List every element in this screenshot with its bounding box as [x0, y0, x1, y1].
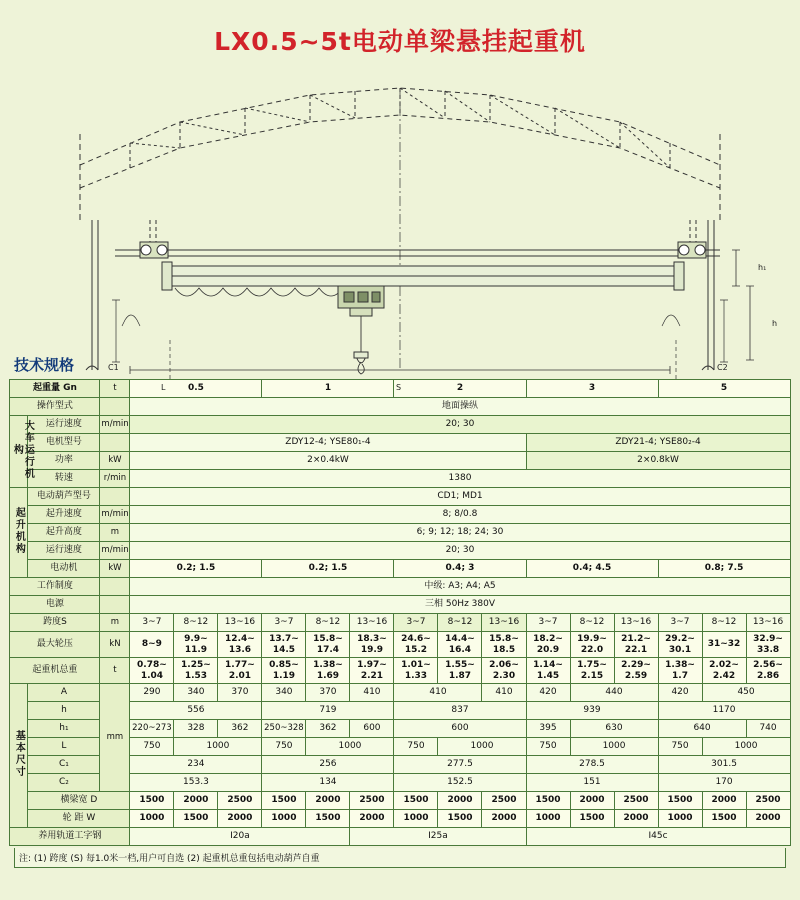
table-note: 注: (1) 跨度 (S) 每1.0米一档,用户可自选 (2) 起重机总重包括电动葫芦自重 — [14, 848, 786, 868]
span-14: 13~16 — [746, 614, 790, 632]
total-weight-9: 1.14~ 1.45 — [526, 658, 570, 684]
table-row — [10, 810, 790, 828]
dim-C2-2: 152.5 — [394, 774, 526, 792]
unit-hoist-model — [100, 488, 130, 506]
table-row — [10, 632, 790, 658]
total-weight-3: 0.85~ 1.19 — [262, 658, 306, 684]
value-duty: 中级: A3; A4; A5 — [130, 578, 790, 596]
total-weight-6: 1.01~ 1.33 — [394, 658, 438, 684]
value-motor-model-right: ZDY21-4; YSE80₂-4 — [526, 434, 790, 452]
total-weight-8: 2.06~ 2.30 — [482, 658, 526, 684]
unit-travel-speed: m/min — [100, 416, 130, 434]
dim-h1-10: 740 — [746, 720, 790, 738]
beam-width-12: 1500 — [658, 792, 702, 810]
label-travel-speed: 运行速度 — [28, 416, 100, 434]
dim-h1-1: 328 — [174, 720, 218, 738]
dim-C1-4: 301.5 — [658, 756, 790, 774]
total-weight-2: 1.77~ 2.01 — [218, 658, 262, 684]
dim-h1-4: 362 — [306, 720, 350, 738]
label-dim-C2: C₂ — [28, 774, 100, 792]
wheel-load-12: 29.2~ 30.1 — [658, 632, 702, 658]
span-9: 3~7 — [526, 614, 570, 632]
span-2: 13~16 — [218, 614, 262, 632]
wheel-base-3: 1000 — [262, 810, 306, 828]
wheel-base-5: 2000 — [350, 810, 394, 828]
beam-width-8: 2500 — [482, 792, 526, 810]
total-weight-0: 0.78~ 1.04 — [130, 658, 174, 684]
dim-A-4: 370 — [306, 684, 350, 702]
table-row — [10, 398, 790, 416]
wheel-base-10: 1500 — [570, 810, 614, 828]
label-dim-A: A — [28, 684, 100, 702]
beam-width-9: 1500 — [526, 792, 570, 810]
label-dim-L: L — [28, 738, 100, 756]
value-operation-type: 地面操纵 — [130, 398, 790, 416]
wheel-load-13: 31~32 — [702, 632, 746, 658]
beam-width-3: 1500 — [262, 792, 306, 810]
unit-motor-model — [100, 434, 130, 452]
label-wheel-base: 轮 距 W — [28, 810, 130, 828]
label-operation-type: 操作型式 — [10, 398, 100, 416]
wheel-base-1: 1500 — [174, 810, 218, 828]
wheel-load-4: 15.8~ 17.4 — [306, 632, 350, 658]
total-weight-7: 1.55~ 1.87 — [438, 658, 482, 684]
unit-duty — [100, 578, 130, 596]
wheel-load-8: 15.8~ 18.5 — [482, 632, 526, 658]
value-hoist-run-speed: 20; 30 — [130, 542, 790, 560]
dim-L-7: 1000 — [570, 738, 658, 756]
span-10: 8~12 — [570, 614, 614, 632]
dim-h1-3: 250~328 — [262, 720, 306, 738]
total-weight-5: 1.97~ 2.21 — [350, 658, 394, 684]
specification-table — [9, 379, 790, 846]
total-weight-12: 1.38~ 1.7 — [658, 658, 702, 684]
group-hoist-mechanism: 起升机构 — [10, 488, 28, 578]
unit-span: m — [100, 614, 130, 632]
dim-h1-0: 220~273 — [130, 720, 174, 738]
unit-total-weight: t — [100, 658, 130, 684]
beam-width-1: 2000 — [174, 792, 218, 810]
dim-L-0: 750 — [130, 738, 174, 756]
beam-width-0: 1500 — [130, 792, 174, 810]
wheel-base-14: 2000 — [746, 810, 790, 828]
wheel-load-7: 14.4~ 16.4 — [438, 632, 482, 658]
wheel-base-8: 2000 — [482, 810, 526, 828]
group-basic-dimensions: 基本尺寸 — [10, 684, 28, 828]
dim-h-1: 719 — [262, 702, 394, 720]
value-lift-speed: 8; 8/0.8 — [130, 506, 790, 524]
wheel-base-2: 2000 — [218, 810, 262, 828]
capacity-1: 1 — [262, 380, 394, 398]
unit-lift-height: m — [100, 524, 130, 542]
dim-C1-3: 278.5 — [526, 756, 658, 774]
capacity-0-5: 0.5 — [130, 380, 262, 398]
table-row — [10, 658, 790, 684]
rail-type-1: I25a — [350, 828, 526, 846]
wheel-load-6: 24.6~ 15.2 — [394, 632, 438, 658]
value-power-left: 2×0.4kW — [130, 452, 526, 470]
unit-hoist-run-speed: m/min — [100, 542, 130, 560]
value-power-supply: 三相 50Hz 380V — [130, 596, 790, 614]
dim-h1-8: 630 — [570, 720, 658, 738]
dim-C2-4: 170 — [658, 774, 790, 792]
hoist-motor-1: 0.2; 1.5 — [262, 560, 394, 578]
dim-L-8: 750 — [658, 738, 702, 756]
label-hoist-motor: 电动机 — [28, 560, 100, 578]
label-span: 跨度S — [10, 614, 100, 632]
dim-h-2: 837 — [394, 702, 526, 720]
wheel-base-7: 1500 — [438, 810, 482, 828]
beam-width-7: 2000 — [438, 792, 482, 810]
page-title: LX0.5~5t电动单梁悬挂起重机 — [214, 27, 586, 56]
label-capacity: 起重量 Gn — [10, 380, 100, 398]
label-power: 功率 — [28, 452, 100, 470]
dim-h1-2: 362 — [218, 720, 262, 738]
hoist-motor-2: 0.4; 3 — [394, 560, 526, 578]
wheel-base-13: 1500 — [702, 810, 746, 828]
hoist-motor-3: 0.4; 4.5 — [526, 560, 658, 578]
beam-width-5: 2500 — [350, 792, 394, 810]
capacity-2: 2 — [394, 380, 526, 398]
dim-label-L: L — [161, 383, 166, 392]
table-row — [10, 596, 790, 614]
beam-width-2: 2500 — [218, 792, 262, 810]
dim-h-4: 1170 — [658, 702, 790, 720]
value-power-right: 2×0.8kW — [526, 452, 790, 470]
total-weight-14: 2.56~ 2.86 — [746, 658, 790, 684]
dim-L-6: 750 — [526, 738, 570, 756]
label-total-weight: 起重机总重 — [10, 658, 100, 684]
dim-A-5: 410 — [350, 684, 394, 702]
span-7: 8~12 — [438, 614, 482, 632]
span-13: 8~12 — [702, 614, 746, 632]
dim-A-7: 410 — [482, 684, 526, 702]
unit-rpm: r/min — [100, 470, 130, 488]
dim-C1-1: 256 — [262, 756, 394, 774]
label-lift-height: 起升高度 — [28, 524, 100, 542]
dim-A-9: 440 — [570, 684, 658, 702]
dim-A-11: 450 — [702, 684, 790, 702]
wheel-load-14: 32.9~ 33.8 — [746, 632, 790, 658]
table-row — [10, 524, 790, 542]
dim-A-0: 290 — [130, 684, 174, 702]
dim-h1-6: 600 — [394, 720, 526, 738]
label-hoist-run-speed: 运行速度 — [28, 542, 100, 560]
table-row — [10, 560, 790, 578]
label-dim-C1: C₁ — [28, 756, 100, 774]
span-0: 3~7 — [130, 614, 174, 632]
beam-width-6: 1500 — [394, 792, 438, 810]
value-lift-height: 6; 9; 12; 18; 24; 30 — [130, 524, 790, 542]
dim-A-8: 420 — [526, 684, 570, 702]
value-travel-speed: 20; 30 — [130, 416, 790, 434]
label-rail-type: 养用轨道工字钢 — [10, 828, 130, 846]
spec-heading: 技术规格 — [14, 356, 75, 374]
label-lift-speed: 起升速度 — [28, 506, 100, 524]
wheel-load-1: 9.9~ 11.9 — [174, 632, 218, 658]
capacity-5: 5 — [658, 380, 790, 398]
table-row — [10, 578, 790, 596]
wheel-load-10: 19.9~ 22.0 — [570, 632, 614, 658]
total-weight-11: 2.29~ 2.59 — [614, 658, 658, 684]
unit-capacity: t — [100, 380, 130, 398]
table-row — [10, 542, 790, 560]
table-row — [10, 614, 790, 632]
table-row — [10, 684, 790, 702]
wheel-load-5: 18.3~ 19.9 — [350, 632, 394, 658]
span-6: 3~7 — [394, 614, 438, 632]
label-hoist-model: 电动葫芦型号 — [28, 488, 100, 506]
wheel-load-3: 13.7~ 14.5 — [262, 632, 306, 658]
value-hoist-model: CD1; MD1 — [130, 488, 790, 506]
wheel-base-9: 1000 — [526, 810, 570, 828]
rail-type-2: I45c — [526, 828, 790, 846]
dim-A-2: 370 — [218, 684, 262, 702]
unit-hoist-motor: kW — [100, 560, 130, 578]
unit-power: kW — [100, 452, 130, 470]
wheel-load-9: 18.2~ 20.9 — [526, 632, 570, 658]
beam-width-10: 2000 — [570, 792, 614, 810]
dim-label-C2: C2 — [717, 363, 728, 372]
label-dim-h1: h₁ — [28, 720, 100, 738]
dim-L-3: 1000 — [306, 738, 394, 756]
label-dim-h: h — [28, 702, 100, 720]
wheel-base-0: 1000 — [130, 810, 174, 828]
beam-width-14: 2500 — [746, 792, 790, 810]
dim-A-6: 410 — [394, 684, 482, 702]
span-12: 3~7 — [658, 614, 702, 632]
total-weight-4: 1.38~ 1.69 — [306, 658, 350, 684]
dim-C2-3: 151 — [526, 774, 658, 792]
span-8: 13~16 — [482, 614, 526, 632]
dim-A-3: 340 — [262, 684, 306, 702]
label-power-supply: 电源 — [10, 596, 100, 614]
table-row — [10, 416, 790, 434]
dim-h1-9: 640 — [658, 720, 746, 738]
span-5: 13~16 — [350, 614, 394, 632]
rail-type-0: I20a — [130, 828, 350, 846]
dim-L-9: 1000 — [702, 738, 790, 756]
table-row — [10, 792, 790, 810]
wheel-base-12: 1000 — [658, 810, 702, 828]
label-duty: 工作制度 — [10, 578, 100, 596]
total-weight-13: 2.02~ 2.42 — [702, 658, 746, 684]
dim-L-2: 750 — [262, 738, 306, 756]
table-row — [10, 828, 790, 846]
dim-label-C1: C1 — [108, 363, 119, 372]
unit-wheel-load: kN — [100, 632, 130, 658]
wheel-load-11: 21.2~ 22.1 — [614, 632, 658, 658]
dim-C2-1: 134 — [262, 774, 394, 792]
wheel-load-0: 8~9 — [130, 632, 174, 658]
dim-label-h1: h₁ — [758, 263, 767, 272]
dim-h1-5: 600 — [350, 720, 394, 738]
hoist-motor-5: 0.8; 7.5 — [658, 560, 790, 578]
dim-L-1: 1000 — [174, 738, 262, 756]
dim-h1-7: 395 — [526, 720, 570, 738]
dim-A-10: 420 — [658, 684, 702, 702]
label-motor-model: 电机型号 — [28, 434, 100, 452]
span-3: 3~7 — [262, 614, 306, 632]
dim-L-5: 1000 — [438, 738, 526, 756]
total-weight-1: 1.25~ 1.53 — [174, 658, 218, 684]
dim-A-1: 340 — [174, 684, 218, 702]
total-weight-10: 1.75~ 2.15 — [570, 658, 614, 684]
label-rpm: 转速 — [28, 470, 100, 488]
unit-power-supply — [100, 596, 130, 614]
hoist-motor-0-5: 0.2; 1.5 — [130, 560, 262, 578]
unit-dimensions: mm — [100, 684, 130, 792]
dim-label-h: h — [772, 319, 778, 328]
dim-C2-0: 153.3 — [130, 774, 262, 792]
dim-h-0: 556 — [130, 702, 262, 720]
beam-width-4: 2000 — [306, 792, 350, 810]
dim-L-4: 750 — [394, 738, 438, 756]
dim-label-S: S — [396, 383, 402, 392]
wheel-base-6: 1000 — [394, 810, 438, 828]
span-11: 13~16 — [614, 614, 658, 632]
unit-lift-speed: m/min — [100, 506, 130, 524]
label-wheel-load: 最大轮压 — [10, 632, 100, 658]
beam-width-13: 2000 — [702, 792, 746, 810]
dim-C1-2: 277.5 — [394, 756, 526, 774]
table-row — [10, 506, 790, 524]
span-1: 8~12 — [174, 614, 218, 632]
label-beam-width: 横梁宽 D — [28, 792, 130, 810]
beam-width-11: 2500 — [614, 792, 658, 810]
wheel-base-4: 1500 — [306, 810, 350, 828]
dim-C1-0: 234 — [130, 756, 262, 774]
capacity-3: 3 — [526, 380, 658, 398]
table-row — [10, 488, 790, 506]
table-row — [10, 470, 790, 488]
value-rpm: 1380 — [130, 470, 790, 488]
table-row — [10, 434, 790, 452]
span-4: 8~12 — [306, 614, 350, 632]
dim-h-3: 939 — [526, 702, 658, 720]
wheel-load-2: 12.4~ 13.6 — [218, 632, 262, 658]
table-row — [10, 452, 790, 470]
unit-operation-type — [100, 398, 130, 416]
group-travel-mechanism: 大车运行机构 — [10, 416, 28, 488]
value-motor-model-left: ZDY12-4; YSE80₁-4 — [130, 434, 526, 452]
wheel-base-11: 2000 — [614, 810, 658, 828]
